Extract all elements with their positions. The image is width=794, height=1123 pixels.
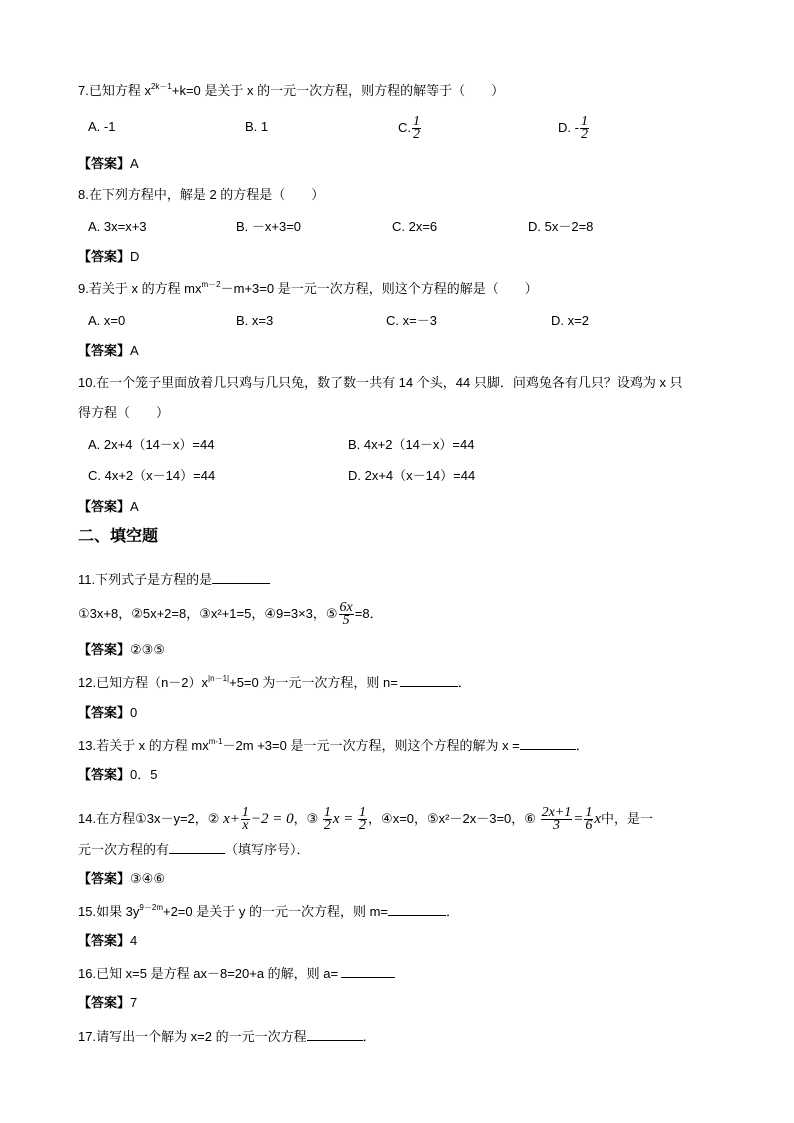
fraction: $\frac{1}{2}$ xyxy=(323,805,331,834)
exponent: |n－1| xyxy=(208,674,230,683)
answer-14: 【答案】③④⑥ xyxy=(78,871,165,886)
answer-12: 【答案】0 xyxy=(78,705,138,720)
option-c: C. x=－3 xyxy=(386,313,437,328)
option-b: B. －x+3=0 xyxy=(236,219,302,234)
option-a: A. x=0 xyxy=(88,313,126,328)
question-14-stem: 14.在方程①3x－y=2，② x+ $\frac{1}{x}$ −2 = 0，③ $\frac{1}{2}$ x = $\frac{1}{2}$ ，④x=0，⑤x²－2x－3=0，⑥ $\frac{2x+1}{3}$ = $\frac{1}{6}$ x中，是一 xyxy=(78,805,654,834)
option-b: B. 1 xyxy=(245,119,269,134)
answer-11: 【答案】②③⑤ xyxy=(78,642,165,657)
option-d: D. x=2 xyxy=(551,313,589,328)
question-17-stem: 17.请写出一个解为 x=2 的一元一次方程 ． xyxy=(78,1029,376,1044)
question-16-stem: 16.已知 x=5 是方程 ax－8=20+a 的解，则 a= xyxy=(78,964,395,983)
answer-blank xyxy=(388,902,446,916)
answer-9: 【答案】A xyxy=(78,343,139,358)
answer-8: 【答案】D xyxy=(78,249,140,264)
exponent: 9－2m xyxy=(139,903,163,912)
answer-blank xyxy=(400,673,458,687)
question-8-stem: 8.在下列方程中，解是 2 的方程是（ ） xyxy=(78,187,325,202)
fraction: $\frac{1}{2}$ xyxy=(413,114,420,142)
fraction: $\frac{1}{2}$ xyxy=(359,805,367,834)
fraction: $\frac{1}{6}$ xyxy=(585,805,593,834)
question-7-stem: 7.已知方程 $x^{2k-1}+k=0$ 是关于 x 的一元一次方程，则方程的解等于（ ） xyxy=(78,82,505,98)
option-c: C. 2x=6 xyxy=(392,219,438,234)
option-d: D. - $\frac{1}{2}$ xyxy=(558,114,588,142)
answer-7: 【答案】A xyxy=(78,156,139,171)
option-a: A. -1 xyxy=(88,119,116,134)
fraction: $\frac{1}{2}$ xyxy=(580,114,588,142)
option-c: C. 4x+2（x－14）=44 xyxy=(88,468,216,483)
fraction: $\frac{6x}{5}$ xyxy=(339,600,353,628)
option-d: D. 2x+4（x－14）=44 xyxy=(348,468,476,483)
answer-blank xyxy=(520,736,576,750)
question-9-stem: 9.若关于 x 的方程 $mx^{m-2}-m+3=0$ 是一元一次方程，则这个方程的解是（ ） xyxy=(78,280,538,296)
fraction: $\frac{1}{x}$ xyxy=(241,805,249,834)
exponent: m-1 xyxy=(208,737,223,746)
option-c: C. $\frac{1}{2}$ xyxy=(398,114,420,142)
answer-blank xyxy=(341,964,395,978)
question-15-stem: 15.如果 $3y^{9-2m}+2=0$ 是关于 y 的一元一次方程，则 m= ． xyxy=(78,903,460,919)
option-b: B. x=3 xyxy=(236,313,274,328)
question-13-stem: 13.若关于 x 的方程 $mx^{m-1}-2m +3=0$ 是一元一次方程，则这个方程的解为 x = ． xyxy=(78,737,589,753)
exponent: 2k－1 xyxy=(150,82,172,91)
question-10-stem: 10.在一个笼子里面放着几只鸡与几只兔，数了数一共有 14 个头，44 只脚．问鸡兔各有几只？设鸡为 x 只 xyxy=(78,375,683,390)
question-14-stem-cont: 元一次方程的有 （填写序号）． xyxy=(78,842,310,857)
option-a: A. 3x=x+3 xyxy=(88,219,147,234)
section-heading: 二、填空题 xyxy=(78,528,159,545)
answer-blank xyxy=(169,840,225,854)
answer-10: 【答案】A xyxy=(78,499,139,514)
fraction: $\frac{2x+1}{3}$ xyxy=(541,805,572,834)
answer-13: 【答案】0．5 xyxy=(78,767,158,782)
question-10-stem-cont: 得方程（ ） xyxy=(78,405,170,420)
question-11-stem: 11.下列式子是方程的是 xyxy=(78,570,270,589)
answer-blank xyxy=(212,570,270,584)
option-d: D. 5x－2=8 xyxy=(528,219,594,234)
question-11-items: ①3x+8，②5x+2=8，③x²+1=5，④9=3×3，⑤ $\frac{6x}{5}$ =8． xyxy=(78,600,383,628)
answer-16: 【答案】7 xyxy=(78,995,138,1010)
option-b: B. 4x+2（14－x）=44 xyxy=(348,437,475,452)
answer-blank xyxy=(307,1027,363,1041)
option-a: A. 2x+4（14－x）=44 xyxy=(88,437,215,452)
exponent: m－2 xyxy=(201,280,221,289)
answer-15: 【答案】4 xyxy=(78,933,138,948)
question-12-stem: 12.已知方程$(n-2)x^{|n-1|}+5=0$ 为一元一次方程，则 n= ． xyxy=(78,674,471,690)
